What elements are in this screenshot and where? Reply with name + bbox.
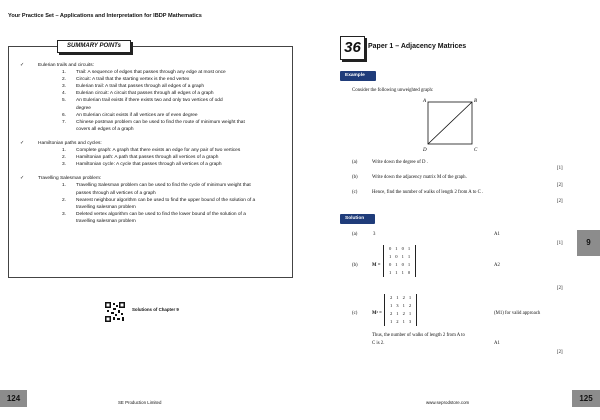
list-item: 2. Hamiltonian path: A path that passes through all vertices of a graph bbox=[62, 155, 219, 161]
list-item: 7. Chinese postman problem can be used to find the route of minimum weight that covers all edges of a graph bbox=[62, 119, 245, 132]
solution-b-label: (b) bbox=[352, 263, 358, 268]
section-hamiltonian bbox=[20, 140, 290, 168]
question-number-badge: 36 bbox=[340, 36, 365, 60]
solution-a-label: (a) bbox=[352, 232, 358, 237]
question-b-text: Write down the adjacency matrix M of the graph. bbox=[372, 175, 467, 180]
list-item: 6. An Eulerian circuit exists if all vertices are of even degree bbox=[62, 112, 198, 118]
question-a-label: (a) bbox=[352, 160, 358, 165]
adjacency-matrix: 0 1 0 1 1 0 1 1 0 1 0 1 1 1 1 0 bbox=[383, 245, 416, 277]
page-number-left: 124 bbox=[0, 390, 27, 407]
summary-points bbox=[20, 62, 290, 225]
page-header: Your Practice Set – Applications and Interpretation for IBDP Mathematics bbox=[8, 13, 202, 19]
solution-b-award: A2 bbox=[494, 263, 500, 268]
section-heading bbox=[20, 62, 290, 69]
list-item: 4. Eulerian circuit: A circuit that passes through all edges of a graph bbox=[62, 91, 214, 97]
solution-c-label: (c) bbox=[352, 311, 358, 316]
list-item: 1. Travelling Salesman problem can be used to find the cycle of minimum weight that passes through all vertices of a graph bbox=[62, 183, 251, 196]
solution-a-answer: 3 bbox=[373, 232, 376, 237]
squared-matrix: 2 1 2 1 1 3 1 2 2 1 2 1 1 2 1 3 bbox=[384, 294, 417, 326]
list-item: 3. Eulerian trail: A trail that passes through all edges of a graph bbox=[62, 84, 204, 90]
solution-a-marks: [1] bbox=[557, 241, 563, 246]
question-c-label: (c) bbox=[352, 190, 358, 195]
section-heading-text: Travelling Salesman problem: bbox=[38, 176, 102, 182]
question-a-text: Write down the degree of D . bbox=[372, 160, 428, 165]
vertex-c: C bbox=[474, 148, 478, 152]
vertex-d: D bbox=[423, 148, 427, 152]
list-item: 1. Complete graph: A graph that there exists an edge for any pair of two vertices bbox=[62, 148, 241, 154]
chapter-side-tab[interactable]: 9 bbox=[577, 230, 600, 256]
solution-c-line1: Thus, the number of walks of length 2 from A to bbox=[372, 333, 465, 338]
list-item: 2. Circuit: A trail that the starting vertex is the end vertex bbox=[62, 77, 190, 83]
vertex-b: B bbox=[474, 99, 478, 104]
check-icon: ✓ bbox=[20, 62, 25, 68]
footer-publisher: SE Production Limited bbox=[118, 400, 162, 405]
graph-diagram bbox=[420, 96, 484, 152]
footer-website: www.seprodstore.com bbox=[426, 400, 470, 405]
question-b-marks: [2] bbox=[557, 183, 563, 188]
list-item: 3. Deleted vertex algorithm can be used to find the lower bound of the solution of a travelling salesman problem bbox=[62, 211, 246, 224]
page-number-right: 125 bbox=[572, 390, 600, 407]
section-heading-text: Hamiltonian paths and cycles: bbox=[38, 140, 102, 146]
summary-tag: SUMMARY POINTs bbox=[57, 40, 131, 53]
check-icon: ✓ bbox=[20, 139, 25, 146]
list-item: 2. Nearest neighbour algorithm can be used to find the upper bound of the solution of a travelling salesman problem bbox=[62, 197, 256, 210]
section-heading bbox=[20, 140, 290, 147]
solution-b-lhs: M = bbox=[372, 263, 381, 268]
question-title: Paper 1 – Adjacency Matrices bbox=[368, 43, 467, 50]
section-tsp bbox=[20, 175, 290, 225]
section-heading bbox=[20, 175, 290, 182]
section-eulerian bbox=[20, 62, 290, 133]
question-a-marks: [1] bbox=[557, 166, 563, 171]
solution-c-marks: [2] bbox=[557, 350, 563, 355]
solution-c-lhs: M² = bbox=[372, 311, 382, 316]
solution-a-award: A1 bbox=[494, 232, 500, 237]
question-intro: Consider the following unweighted graph: bbox=[352, 88, 434, 93]
list-item: 1. Trail: A sequence of edges that passes through any edge at most once bbox=[62, 70, 226, 76]
solution-label: Solution bbox=[340, 214, 375, 224]
question-c-text: Hence, find the number of walks of length 2 from A to C . bbox=[372, 190, 484, 195]
list-item: 3. Hamiltonian cycle: A cycle that passes through all vertices of a graph bbox=[62, 162, 222, 168]
section-heading-text: Eulerian trails and circuits: bbox=[38, 63, 94, 68]
qr-code-icon[interactable] bbox=[105, 302, 125, 322]
solution-c-award: (M1) for valid approach bbox=[494, 311, 541, 316]
question-c-marks: [2] bbox=[557, 199, 563, 204]
solution-c-line2: C is 2. bbox=[372, 341, 385, 346]
example-label: Example bbox=[340, 71, 376, 81]
check-icon: ✓ bbox=[20, 175, 25, 182]
qr-caption: Solutions of Chapter 9 bbox=[132, 307, 179, 312]
solution-c-award2: A1 bbox=[494, 341, 500, 346]
list-item: 5. An Eulerian trail exists if there exists two and only two vertices of odd degree bbox=[62, 98, 223, 111]
solution-b-marks: [2] bbox=[557, 286, 563, 291]
graph-edge-db bbox=[428, 102, 472, 144]
vertex-a: A bbox=[423, 99, 427, 104]
question-b-label: (b) bbox=[352, 175, 358, 180]
